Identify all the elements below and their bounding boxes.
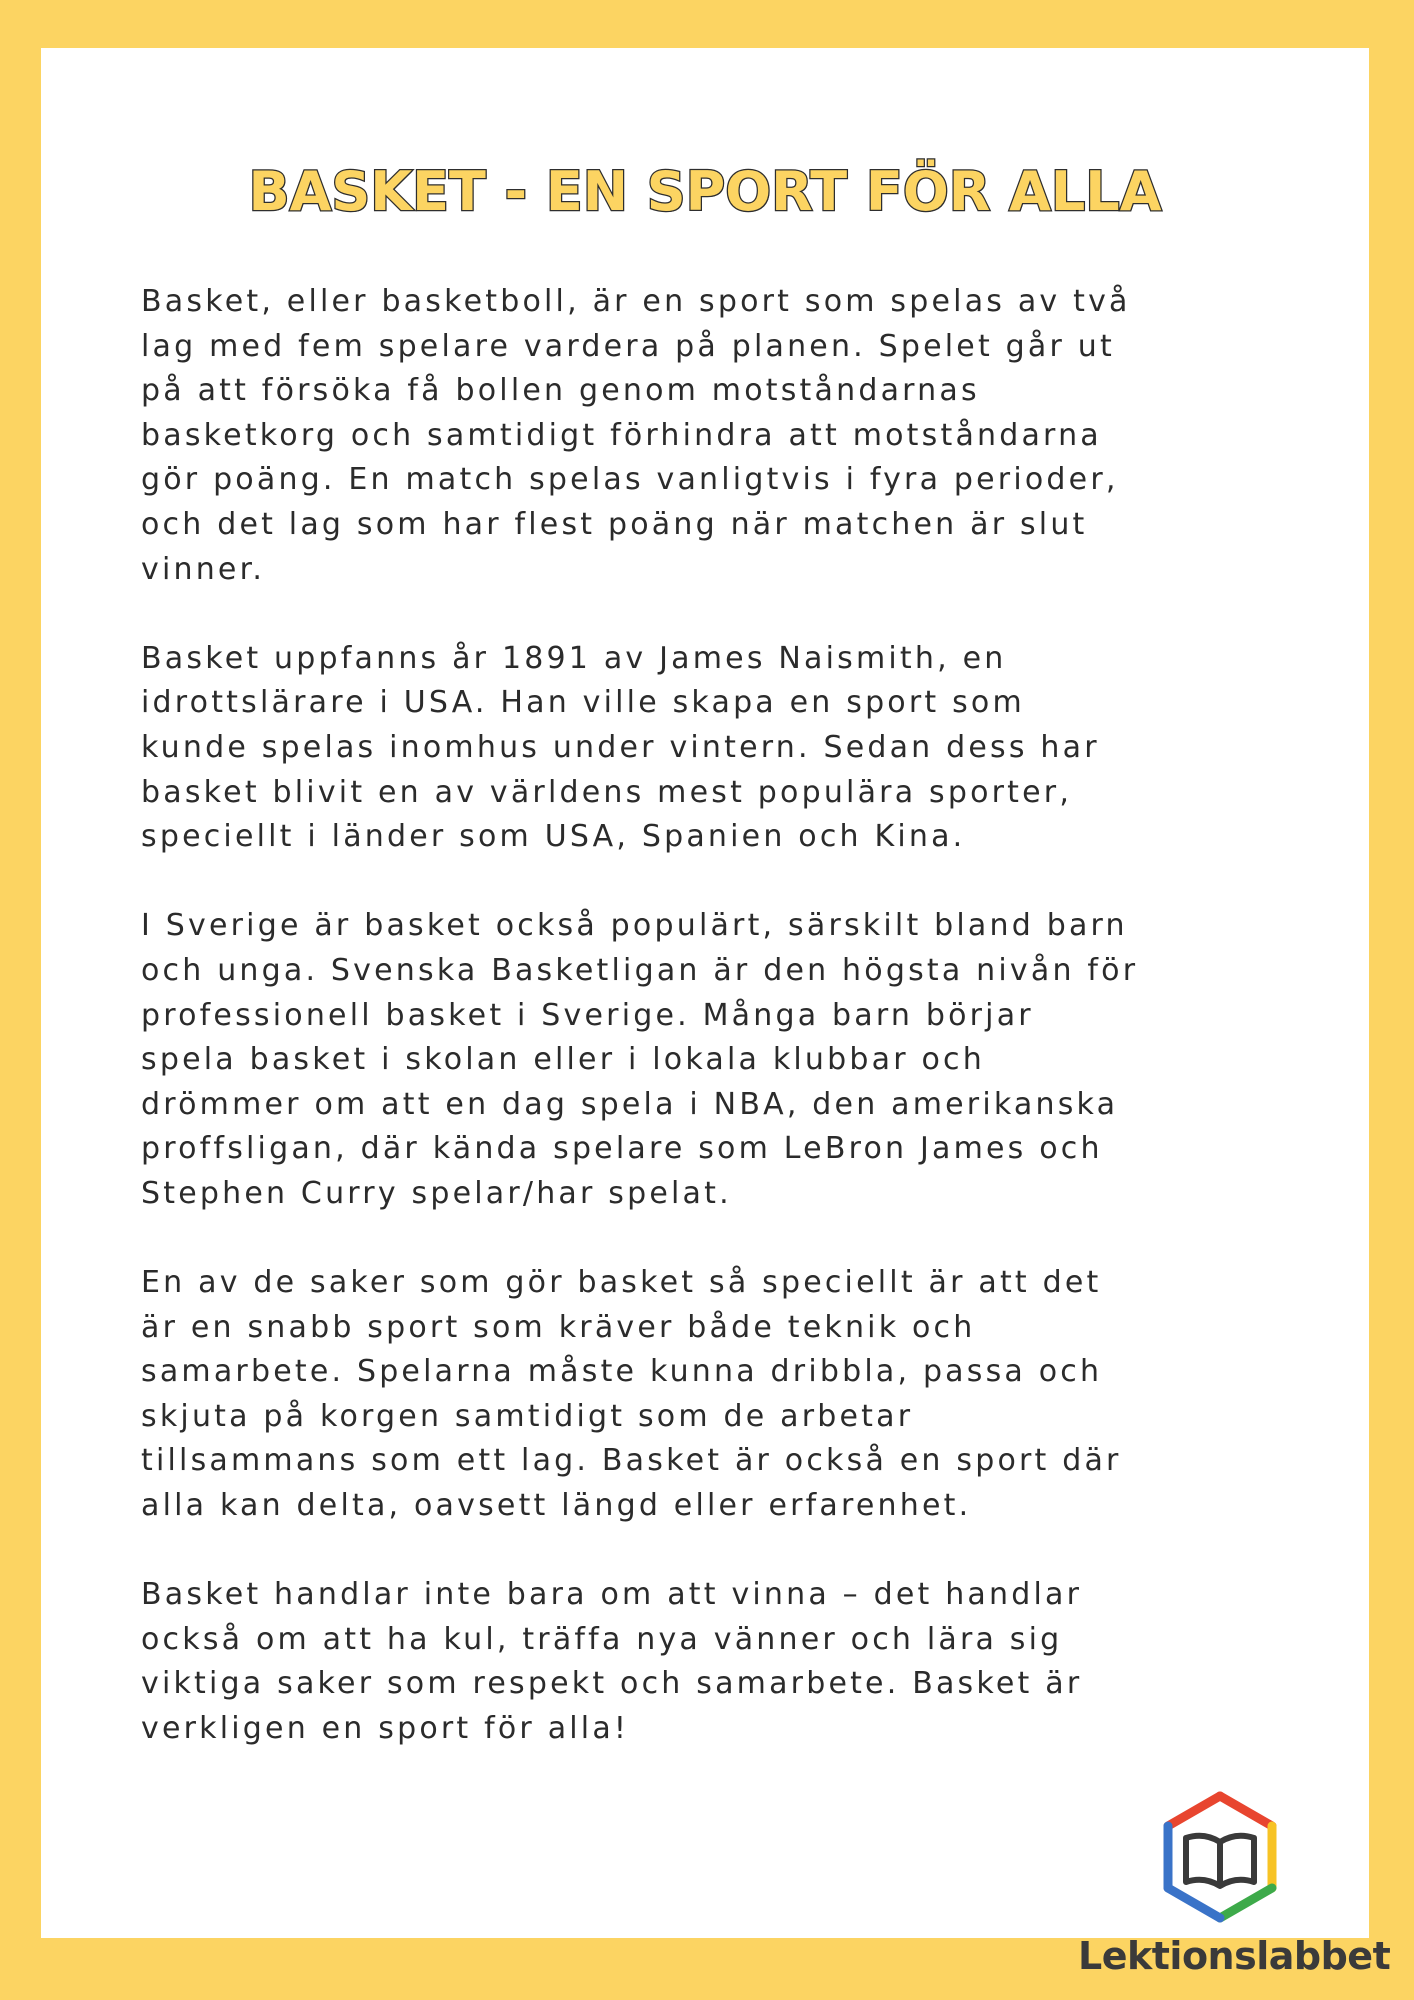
paragraph-5: Basket handlar inte bara om att vinna – det handlar också om att ha kul, träffa nya vänner och lära sig viktiga saker som respekt och samarbete. Basket är verkligen en sport för alla! [141,1577,1083,1746]
paragraph-3: I Sverige är basket också populärt, särskilt bland barn och unga. Svenska Basketligan är den högsta nivån för professionell basket i Sverige. Många barn börjar spela basket i skolan eller i lokala klubbar och drömmer om att en dag spela i NBA, den amerikanska proffsligan, där kända spelare som LeBron James och Stephen Curry spelar/har spelat. [141,908,1139,1211]
paragraph-4: En av de saker som gör basket så speciellt är att det är en snabb sport som kräver både teknik och samarbete. Spelarna måste kunna dribbla, passa och skjuta på korgen samtidigt som de arbetar tillsammans som ett lag. Basket är också en sport där alla kan delta, oavsett längd eller erfarenhet. [141,1265,1122,1524]
open-book-hexagon-icon [1158,1790,1282,1924]
brand-name: Lektionslabbet [1078,1934,1391,1978]
document-page [41,48,1369,1938]
page-title: BASKET - EN SPORT FÖR ALLA [248,160,1162,223]
article-body [141,280,1291,1796]
paragraph-1: Basket, eller basketboll, är en sport som spelas av två lag med fem spelare vardera på planen. Spelet går ut på att försöka få bollen genom motståndarnas basketkorg och samtidigt förhindra att motståndarna gör poäng. En match spelas vanligtvis i fyra perioder, och det lag som har flest poäng när matchen är slut vinner. [141,284,1131,587]
paragraph-2: Basket uppfanns år 1891 av James Naismith, en idrottslärare i USA. Han ville skapa en sport som kunde spelas inomhus under vintern. Sedan dess har basket blivit en av världens mest populära sporter, speciellt i länder som USA, Spanien och Kina. [141,640,1100,855]
